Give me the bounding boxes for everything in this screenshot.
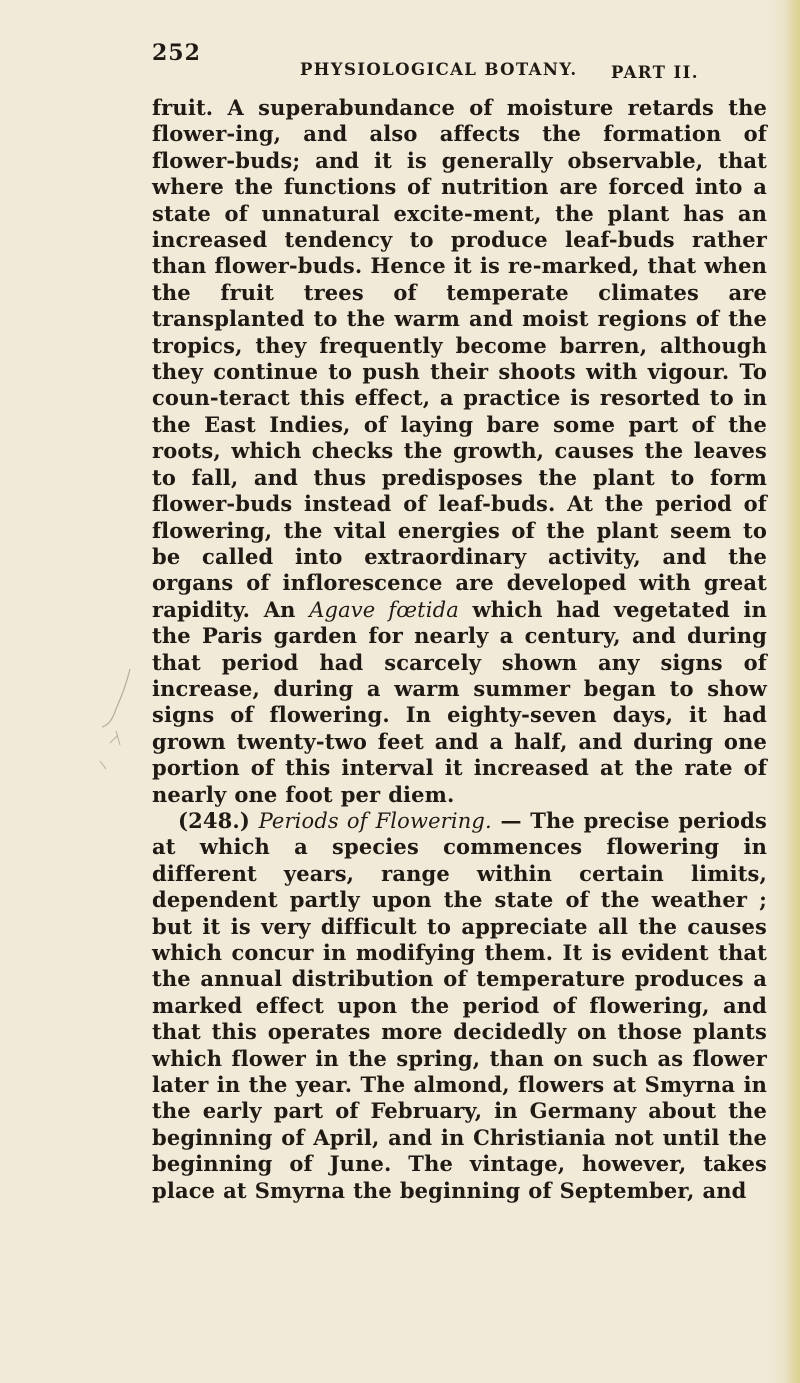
section-number: (248.) <box>178 807 259 833</box>
paragraph <box>152 95 767 808</box>
part-label: PART II. <box>611 63 699 82</box>
pencil-margin-mark-icon <box>96 665 136 775</box>
running-title: PHYSIOLOGICAL BOTANY. <box>300 60 578 79</box>
text-segment: fruit. A superabundance of moisture retards the flower-ing, and also affects the formation of flower-buds; and it is generally observable, that where the functions of nutrition are forced into a state of unnatural excite-ment, the plant has an increased tendency to produce leaf-buds rather than flower-buds. Hence it is re-marked, that when the fruit trees of temperate climates are transplanted to the warm and moist regions of the tropics, they frequently become barren, although they continue to push their shoots with vigour. To coun-teract this effect, a practice is resorted to in the East Indies, of laying bare some part of the roots, which checks the growth, causes the leaves to fall, and thus predisposes the plant to form flower-buds instead of leaf-buds. At the period of flowering, the vital energies of the plant seem to be called into extraordinary activity, and the organs of inflorescence are developed with great rapidity. An <box>152 95 767 622</box>
paragraph-periods-of-flowering <box>152 808 767 1204</box>
italic-species-name: Agave fœtida <box>309 597 459 622</box>
page-header <box>152 40 772 84</box>
page-number: 252 <box>152 40 201 66</box>
text-segment: — The precise periods at which a species commences flowering in different years, range within certain limits, dependent partly upon the state of the weather ; but it is very difficult to appreciate all the causes which concur in modifying them. It is evident that the annual distribution of temperature produces a marked effect upon the period of flowering, and that this operates more decidedly on those plants which flower in the spring, than on such as flower later in the year. The almond, flowers at Smyrna in the early part of February, in Germany about the beginning of April, and in Christiania not until the beginning of June. The vintage, however, takes place at Smyrna the beginning of September, and <box>152 807 767 1203</box>
page-edge-shadow <box>786 0 800 1383</box>
text-segment: which had vegetated in the Paris garden for nearly a century, and during that period had scarcely shown any signs of increase, during a warm summer began to show signs of flowering. In eighty-seven days, it had grown twenty-two feet and a half, and during one portion of this interval it increased at the rate of nearly one foot per diem. <box>152 596 767 807</box>
body-text <box>152 95 767 1204</box>
section-heading: Periods of Flowering. <box>258 808 492 833</box>
